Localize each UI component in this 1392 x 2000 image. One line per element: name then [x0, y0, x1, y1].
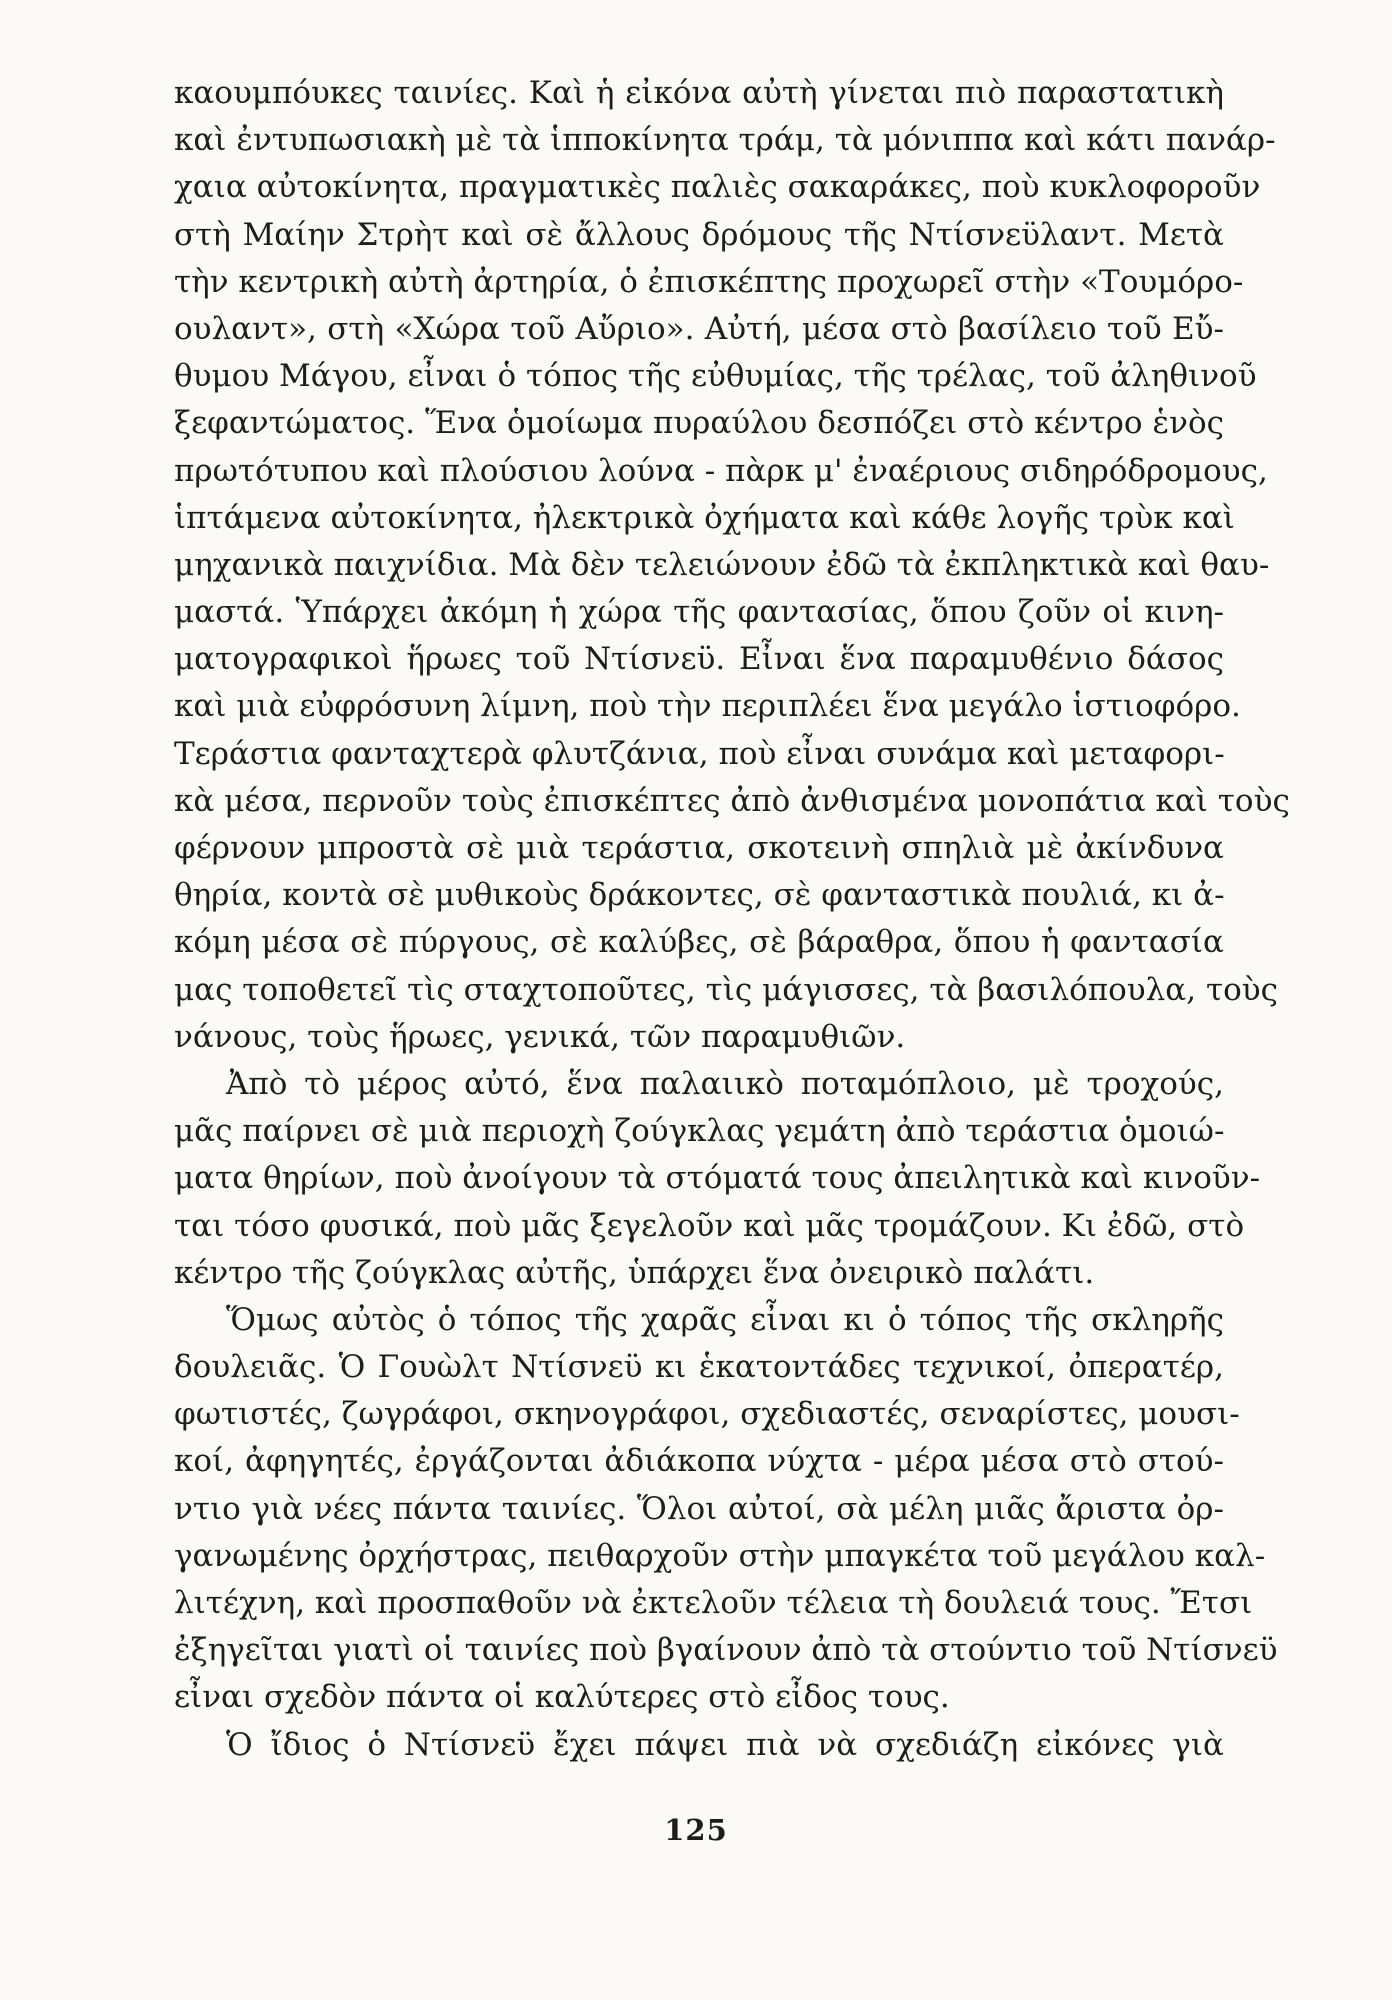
- text-line: κόμη μέσα σὲ πύργους, σὲ καλύβες, σὲ βάραθρα, ὅπου ἡ φαντασία: [174, 924, 1224, 961]
- text-line: δουλειᾶς. Ὁ Γουὼλτ Ντίσνεϋ κι ἑκατοντάδες τεχνικοί, ὀπερατέρ,: [174, 1349, 1224, 1386]
- text-line: στὴ Μαίην Στρὴτ καὶ σὲ ἄλλους δρόμους τῆς Ντίσνεϋλαντ. Μετὰ: [174, 216, 1224, 253]
- text-line: ται τόσο φυσικά, ποὺ μᾶς ξεγελοῦν καὶ μᾶς τρομάζουν. Κι ἐδῶ, στὸ: [174, 1207, 1245, 1244]
- paragraph: [174, 1061, 1261, 1297]
- text-line: φέρνουν μπροστὰ σὲ μιὰ τεράστια, σκοτεινὴ σπηλιὰ μὲ ἀκίνδυνα: [174, 830, 1224, 866]
- body-text: [174, 70, 1290, 1769]
- text-line: καουμπόυκες ταινίες. Καὶ ἡ εἰκόνα αὐτὴ γίνεται πιὸ παραστατικὴ: [174, 75, 1224, 111]
- text-line: κέντρο τῆς ζούγκλας αὐτῆς, ὑπάρχει ἕνα ὀνειρικὸ παλάτι.: [174, 1254, 1095, 1291]
- text-line: καὶ ἐντυπωσιακὴ μὲ τὰ ἱπποκίνητα τράμ, τὰ μόνιππα καὶ κάτι πανάρ-: [174, 122, 1276, 159]
- text-line: Ἀπὸ τὸ μέρος αὐτό, ἕνα παλαιικὸ ποταμόπλοιο, μὲ τροχούς,: [226, 1065, 1224, 1102]
- text-line: πρωτότυπου καὶ πλούσιου λούνα - πὰρκ μ' ἐναέριους σιδηρόδρομους,: [174, 452, 1268, 489]
- text-line: μας τοποθετεῖ τὶς σταχτοποῦτες, τὶς μάγισσες, τὰ βασιλόπουλα, τοὺς: [174, 971, 1278, 1008]
- text-line: μᾶς παίρνει σὲ μιὰ περιοχὴ ζούγκλας γεμάτη ἀπὸ τεράστια ὁμοιώ-: [174, 1113, 1225, 1150]
- text-line: μηχανικὰ παιχνίδια. Μὰ δὲν τελειώνουν ἐδῶ τὰ ἐκπληκτικὰ καὶ θαυ-: [174, 546, 1270, 583]
- paragraph: [174, 70, 1290, 1061]
- text-line: φωτιστές, ζωγράφοι, σκηνογράφοι, σχεδιαστές, σεναρίστες, μουσι-: [174, 1396, 1240, 1433]
- text-line: θηρία, κοντὰ σὲ μυθικοὺς δράκοντες, σὲ φανταστικὰ πουλιά, κι ἀ-: [174, 877, 1225, 914]
- text-line: ἐξηγεῖται γιατὶ οἱ ταινίες ποὺ βγαίνουν ἀπὸ τὰ στούντιο τοῦ Ντίσνεϋ: [174, 1632, 1278, 1669]
- text-line: ξεφαντώματος. Ἕνα ὁμοίωμα πυραύλου δεσπόζει στὸ κέντρο ἑνὸς: [174, 405, 1224, 442]
- text-line: χαια αὐτοκίνητα, πραγματικὲς παλιὲς σακαράκες, ποὺ κυκλοφοροῦν: [174, 169, 1261, 206]
- text-line: τὴν κεντρικὴ αὐτὴ ἀρτηρία, ὁ ἐπισκέπτης προχωρεῖ στὴν «Τουμόρο-: [174, 263, 1244, 300]
- text-line: Ὁ ἴδιος ὁ Ντίσνεϋ ἔχει πάψει πιὰ νὰ σχεδιάζη εἰκόνες γιὰ: [226, 1726, 1224, 1763]
- text-line: ματογραφικοὶ ἥρωες τοῦ Ντίσνεϋ. Εἶναι ἕνα παραμυθένιο δάσος: [174, 641, 1224, 678]
- page-number: 125: [664, 1813, 728, 1847]
- text-line: θυμου Μάγου, εἶναι ὁ τόπος τῆς εὐθυμίας, τῆς τρέλας, τοῦ ἀληθινοῦ: [174, 358, 1257, 395]
- text-line: κὰ μέσα, περνοῦν τοὺς ἐπισκέπτες ἀπὸ ἀνθισμένα μονοπάτια καὶ τοὺς: [174, 782, 1290, 819]
- text-line: εἶναι σχεδὸν πάντα οἱ καλύτερες στὸ εἶδος τους.: [174, 1679, 950, 1716]
- text-line: ουλαντ», στὴ «Χώρα τοῦ Αὔριο». Αὐτή, μέσα στὸ βασίλειο τοῦ Εὔ-: [174, 310, 1224, 347]
- text-line: λιτέχνη, καὶ προσπαθοῦν νὰ ἐκτελοῦν τέλεια τὴ δουλειά τους. Ἔτσι: [174, 1585, 1253, 1621]
- text-line: καὶ μιὰ εὐφρόσυνη λίμνη, ποὺ τὴν περιπλέει ἕνα μεγάλο ἱστιοφόρο.: [174, 688, 1241, 725]
- text-line: ματα θηρίων, ποὺ ἀνοίγουν τὰ στόματά τους ἀπειλητικὰ καὶ κινοῦν-: [174, 1160, 1261, 1197]
- text-line: γανωμένης ὀρχήστρας, πειθαρχοῦν στὴν μπαγκέτα τοῦ μεγάλου καλ-: [174, 1537, 1266, 1574]
- text-line: μαστά. Ὑπάρχει ἀκόμη ἡ χώρα τῆς φαντασίας, ὅπου ζοῦν οἱ κινη-: [174, 594, 1224, 631]
- text-line: ἱπτάμενα αὐτοκίνητα, ἠλεκτρικὰ ὀχήματα καὶ κάθε λογῆς τρὺκ καὶ: [174, 499, 1235, 536]
- paragraph: [174, 1297, 1278, 1722]
- paragraph: [174, 1722, 1224, 1769]
- text-line: Ὅμως αὐτὸς ὁ τόπος τῆς χαρᾶς εἶναι κι ὁ τόπος τῆς σκληρῆς: [226, 1301, 1224, 1338]
- text-line: Τεράστια φανταχτερὰ φλυτζάνια, ποὺ εἶναι συνάμα καὶ μεταφορι-: [174, 735, 1225, 772]
- text-line: νάνους, τοὺς ἥρωες, γενικά, τῶν παραμυθιῶν.: [174, 1018, 906, 1055]
- text-line: ντιο γιὰ νέες πάντα ταινίες. Ὅλοι αὐτοί, σὰ μέλη μιᾶς ἄριστα ὀρ-: [174, 1490, 1224, 1527]
- text-line: κοί, ἀφηγητές, ἐργάζονται ἀδιάκοπα νύχτα - μέρα μέσα στὸ στού-: [174, 1443, 1224, 1480]
